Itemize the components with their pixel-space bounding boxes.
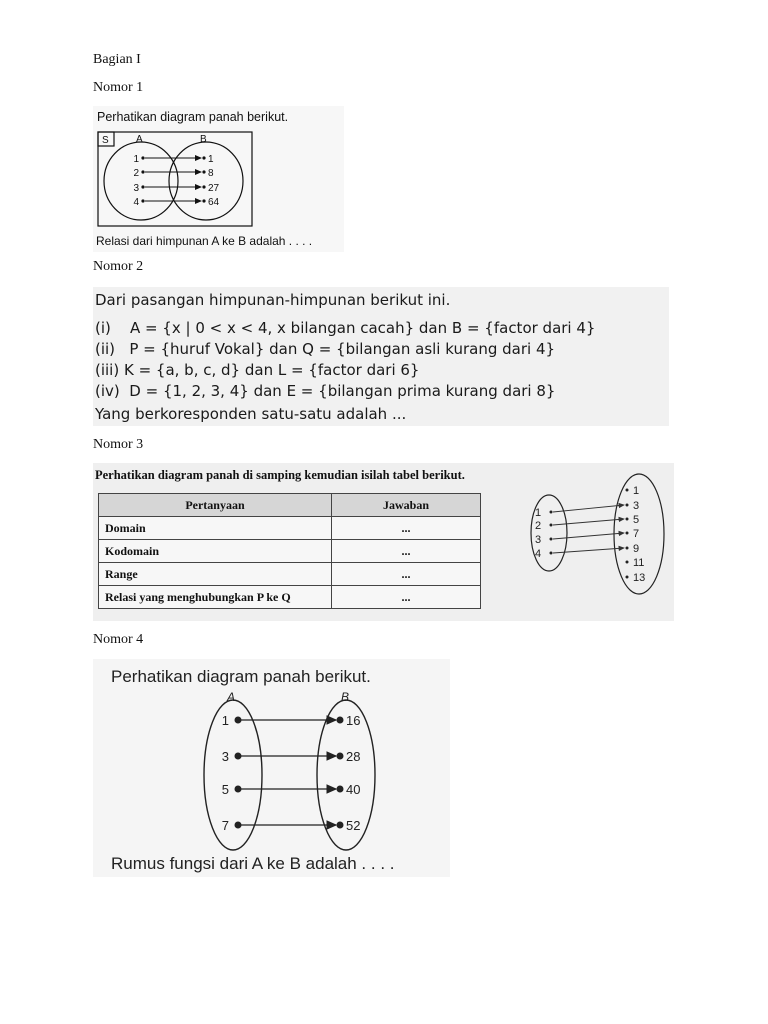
- set-a-point: [141, 199, 144, 202]
- table-cell-question: Kodomain: [99, 540, 332, 563]
- set-a-label: A: [136, 134, 143, 145]
- set-p-element: 3: [535, 534, 542, 546]
- set-b-point: [202, 199, 205, 202]
- set-b-label: B: [341, 690, 350, 704]
- question-4-instruction: Perhatikan diagram panah berikut.: [111, 667, 371, 686]
- table-cell-question: Relasi yang menghubungkan P ke Q: [99, 586, 332, 609]
- set-b-point: [337, 717, 344, 724]
- set-q-element: 7: [633, 528, 640, 540]
- set-b-element: 27: [208, 183, 220, 194]
- question-4-arrow-diagram: [93, 659, 450, 877]
- section-title: Bagian I: [93, 52, 141, 67]
- set-p-element: 2: [535, 520, 542, 532]
- question-2-heading: Nomor 2: [93, 259, 144, 274]
- table-row: [99, 517, 481, 540]
- question-1-heading: Nomor 1: [93, 80, 144, 95]
- set-a-point: [141, 185, 144, 188]
- table-cell-answer: ...: [332, 540, 481, 563]
- set-a-element: 3: [221, 749, 229, 764]
- mapping-arrow: [553, 533, 624, 539]
- mapping-arrow: [553, 505, 624, 512]
- set-p-element: 4: [535, 548, 542, 560]
- table-header-question: Pertanyaan: [99, 494, 332, 517]
- set-p-element: 1: [535, 507, 542, 519]
- set-a-label: A: [227, 690, 236, 704]
- set-b-ellipse: [169, 142, 243, 220]
- set-q-element: 1: [633, 485, 640, 497]
- set-b-element: 8: [208, 168, 214, 179]
- universe-label: S: [102, 135, 109, 146]
- question-3-instruction: Perhatikan diagram panah di samping kemudian isilah tabel berikut.: [95, 468, 465, 482]
- mapping-arrow: [553, 548, 624, 553]
- table-header-row: [99, 494, 481, 517]
- set-q-point: [626, 518, 629, 521]
- table-cell-question: Range: [99, 563, 332, 586]
- table-row: [99, 563, 481, 586]
- set-q-element: 3: [633, 500, 640, 512]
- set-b-element: 16: [346, 713, 361, 728]
- set-q-element: 9: [633, 543, 640, 555]
- question-2-option-iv: (iv) D = {1, 2, 3, 4} dan E = {bilangan prima kurang dari 8}: [95, 382, 556, 400]
- set-b-point: [337, 822, 344, 829]
- question-4-image: [93, 659, 450, 877]
- set-a-point: [141, 170, 144, 173]
- set-a-element: 7: [221, 818, 229, 833]
- set-b-point: [202, 156, 205, 159]
- set-q-point: [626, 561, 629, 564]
- table-header-answer: Jawaban: [332, 494, 481, 517]
- question-3-table: [98, 493, 481, 609]
- question-2-option-iii: (iii) K = {a, b, c, d} dan L = {factor dari 6}: [95, 361, 420, 379]
- set-a-element: 4: [133, 197, 139, 208]
- set-a-element: 3: [133, 183, 139, 194]
- set-b-element: 28: [346, 749, 361, 764]
- set-q-point: [626, 547, 629, 550]
- set-a-element: 2: [133, 168, 139, 179]
- set-b-label: B: [200, 134, 207, 145]
- set-q-element: 5: [633, 514, 640, 526]
- set-a-point: [235, 822, 242, 829]
- set-p-point: [550, 524, 553, 527]
- set-b-element: 40: [346, 782, 361, 797]
- set-a-ellipse: [204, 700, 262, 850]
- set-p-point: [550, 552, 553, 555]
- set-a-point: [235, 786, 242, 793]
- set-q-point: [626, 504, 629, 507]
- set-a-point: [235, 753, 242, 760]
- set-b-point: [337, 786, 344, 793]
- set-a-element: 1: [133, 154, 139, 165]
- set-p-point: [550, 538, 553, 541]
- set-a-point: [235, 717, 242, 724]
- question-3-heading: Nomor 3: [93, 437, 144, 452]
- set-a-point: [141, 156, 144, 159]
- table-cell-answer: ...: [332, 517, 481, 540]
- question-3-arrow-diagram: [513, 471, 673, 616]
- set-b-element: 52: [346, 818, 361, 833]
- table-cell-question: Domain: [99, 517, 332, 540]
- set-q-element: 13: [633, 572, 646, 584]
- set-q-point: [626, 576, 629, 579]
- set-q-element: 11: [633, 557, 645, 569]
- set-a-element: 1: [221, 713, 229, 728]
- question-1-instruction: Perhatikan diagram panah berikut.: [97, 110, 289, 124]
- set-a-ellipse: [104, 142, 178, 220]
- mapping-arrow: [553, 519, 624, 525]
- question-1-image: [93, 106, 344, 252]
- set-p-point: [550, 511, 553, 514]
- set-b-point: [337, 753, 344, 760]
- set-q-point: [626, 532, 629, 535]
- question-4-heading: Nomor 4: [93, 632, 144, 647]
- set-b-element: 1: [208, 154, 214, 165]
- question-2-text: Yang berkoresponden satu-satu adalah ...: [95, 405, 407, 423]
- table-cell-answer: ...: [332, 586, 481, 609]
- question-1-text: Relasi dari himpunan A ke B adalah . . . .: [96, 234, 313, 248]
- question-2-image: [93, 287, 669, 426]
- set-b-point: [202, 170, 205, 173]
- question-1-arrow-diagram: [93, 106, 344, 252]
- set-b-point: [202, 185, 205, 188]
- table-row: [99, 540, 481, 563]
- table-cell-answer: ...: [332, 563, 481, 586]
- question-3-image: [93, 463, 674, 621]
- question-2-option-i: (i) A = {x | 0 < x < 4, x bilangan cacah} dan B = {factor dari 4}: [95, 319, 596, 337]
- set-a-element: 5: [221, 782, 229, 797]
- set-q-point: [626, 489, 629, 492]
- question-2-option-ii: (ii) P = {huruf Vokal} dan Q = {bilangan asli kurang dari 4}: [95, 340, 556, 358]
- table-row: [99, 586, 481, 609]
- question-4-text: Rumus fungsi dari A ke B adalah . . . .: [111, 854, 395, 873]
- question-2-intro: Dari pasangan himpunan-himpunan berikut ini.: [95, 291, 451, 309]
- set-b-element: 64: [208, 197, 220, 208]
